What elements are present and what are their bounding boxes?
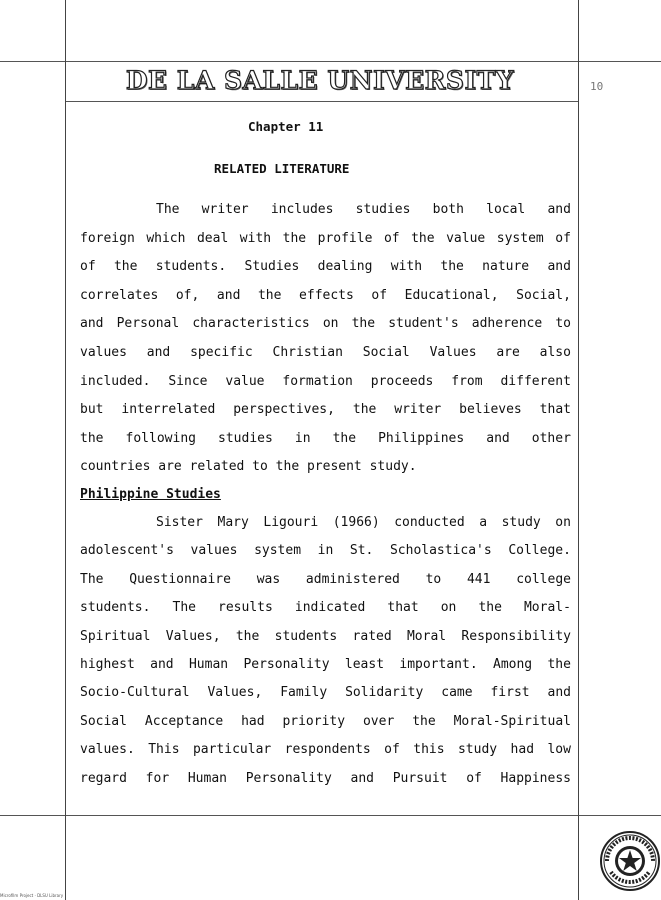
word: profile [317,230,373,246]
word: and [146,345,171,360]
word: highest [80,657,135,672]
word: interrelated [121,402,216,418]
word: to [555,316,571,332]
word: students [274,628,338,644]
word: different [500,373,571,389]
word: 441 [466,571,491,587]
word: respondents [284,742,371,758]
text-line [80,258,571,276]
word: Studies [244,259,300,275]
top-rule [0,61,661,62]
word: important. [399,657,478,672]
word: Educational, [404,287,499,303]
word: students. [155,259,227,275]
word: on [322,316,339,332]
word: Spiritual [80,628,151,644]
microfilm-reference: Microfilm Project · DLSU Library [0,893,64,898]
chapter-heading: Chapter 11 [248,119,324,134]
word: adherence [471,316,543,332]
word: student's [388,316,459,332]
word: that [539,402,571,418]
word: students. [80,600,151,616]
word: of [383,230,400,246]
word: administered [305,571,400,587]
word: studies [218,430,273,446]
word: of, [175,287,200,303]
word: the [332,430,357,446]
university-header: DE LA SALLE UNIVERSITY [125,66,515,95]
word: dealing [317,259,373,275]
word: characteristics [192,316,310,332]
word: This [148,742,180,758]
word: rated [352,628,392,644]
word: came [441,685,473,701]
word: had [241,713,265,729]
word: Values, [165,628,221,644]
word: the [411,230,435,246]
word: Social [362,345,410,360]
text-line [80,401,571,419]
word: foreign [80,230,135,246]
word: included. [80,373,151,389]
text-line [80,599,571,617]
word: the [80,430,104,446]
text-line [80,430,571,448]
word: Family [280,685,328,701]
text-line [80,571,571,589]
word: proceeds [370,373,434,389]
word: the [547,657,571,672]
text-line [80,741,571,759]
word: Scholastica's [389,543,492,559]
word: includes [270,202,334,217]
word: conducted [394,515,465,530]
word: The [172,600,196,616]
text-line [80,373,571,391]
word: indicated [294,600,366,616]
word: the [352,402,377,418]
word: from [451,373,483,389]
word: Personality [243,657,330,672]
text-line [80,542,571,560]
word: over [362,713,395,729]
word: of [555,230,571,246]
word: Personal [116,316,180,332]
word: which [146,230,186,246]
word: formation [282,373,353,389]
word: with [239,230,272,246]
word: had [510,742,535,758]
word: was [256,571,281,587]
word: regard [80,770,127,786]
word: of [384,742,400,758]
word: Christian [272,345,343,360]
word: St. [349,543,374,559]
word: Questionnaire [129,571,231,587]
text-line [80,770,571,788]
word: least [344,657,385,672]
right-margin-line [578,0,579,900]
word: specific [190,345,253,360]
word: Social, [516,287,571,303]
word: Ligouri [263,515,319,530]
word: The [80,571,104,587]
word: Moral-Spiritual [453,713,571,729]
word: nature [482,259,530,275]
word: the [351,316,376,332]
word: for [145,770,170,786]
word: that [387,600,419,616]
word: Solidarity [345,685,424,701]
university-seal-icon [599,830,661,892]
word: of [80,259,96,275]
word: College. [508,543,571,559]
word: also [539,345,571,360]
word: correlates [80,287,159,303]
word: in [317,543,334,559]
word: Among [493,657,533,672]
word: the [412,713,436,729]
word: the [257,287,282,303]
word: results [218,600,273,616]
word: first [490,685,530,701]
word: values [80,345,127,360]
word: Since [168,373,208,389]
word: are [496,345,520,360]
word: and [350,770,374,786]
text-line [80,684,571,702]
word: a [479,515,488,530]
word: and [547,202,571,217]
word: Socio-Cultural [80,685,190,701]
word: Values [429,345,477,360]
word: study [457,742,498,758]
word: following [125,430,196,446]
word: on [440,600,457,616]
word: particular [192,742,272,758]
text-line [80,230,571,248]
word: and [486,430,510,446]
word: adolescent's [80,543,174,559]
word: perspectives, [233,402,335,418]
word: the [282,230,307,246]
word: Moral- [523,600,571,616]
word: Values, [207,685,263,701]
word: system [496,230,544,246]
word: and [216,287,241,303]
text-line [156,514,571,532]
word: other [531,430,571,446]
word: studies [355,202,411,217]
word: and [150,657,174,672]
word: to [425,571,442,587]
word: the [440,259,464,275]
word: Acceptance [144,713,224,729]
page-number: 10 [590,80,604,93]
word: in [294,430,311,446]
word: Responsibility [461,628,571,644]
word: Human [188,657,229,672]
section-title: RELATED LITERATURE [214,161,350,176]
bottom-rule [0,815,661,816]
header-rule [66,101,578,102]
word: and [547,685,571,701]
word: on [555,515,571,530]
text-line [80,628,571,646]
text-line [80,287,571,305]
word: local [486,202,526,217]
left-margin-line [65,0,66,900]
text-line [80,315,571,333]
word: effects [299,287,354,303]
word: believes [459,402,522,418]
word: Happiness [500,770,571,786]
word: Philippines [378,430,465,446]
word: the [478,600,502,616]
word: this [413,742,445,758]
word: study [501,515,541,530]
word: value [225,373,265,389]
word: but [80,402,104,418]
text-line [80,458,571,476]
word: (1966) [332,515,380,530]
word: and [547,259,571,275]
word: countries are related to the present study. [80,459,417,475]
word: college [516,571,571,587]
word: Personality [245,770,332,786]
word: deal [196,230,229,246]
text-line [156,201,571,219]
word: priority [282,713,346,729]
word: of [466,770,482,786]
word: Mary [217,515,249,530]
word: Human [187,770,227,786]
word: the [113,259,138,275]
subheading-philippine-studies: Philippine Studies [80,487,221,502]
word: writer [394,402,442,418]
text-line [80,344,571,362]
word: values [190,543,238,559]
word: Pursuit [392,770,448,786]
text-line [80,713,571,731]
word: with [390,259,423,275]
word: values. [80,742,135,758]
word: the [235,628,260,644]
word: value [446,230,486,246]
word: of [371,287,388,303]
word: low [547,742,571,758]
word: Social [80,713,127,729]
word: and [80,316,104,332]
word: both [432,202,464,217]
word: system [254,543,302,559]
word: Moral [406,628,447,644]
text-line [80,656,571,674]
word: writer [201,202,249,217]
word: Sister [156,515,203,530]
word: The [156,202,180,217]
